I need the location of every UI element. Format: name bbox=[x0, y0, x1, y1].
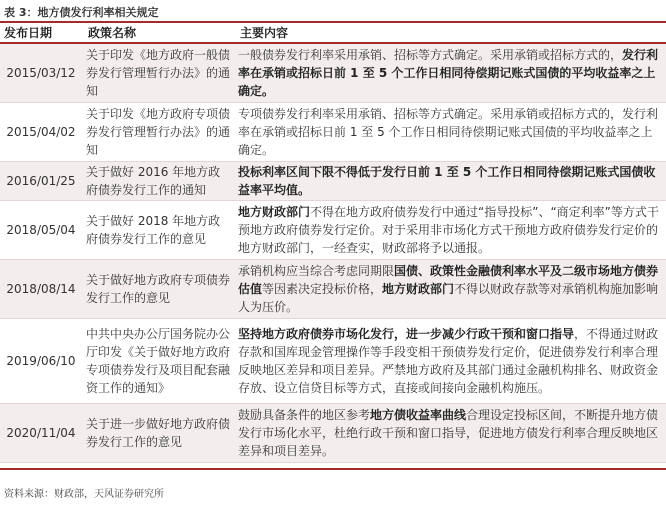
content-text: 一般债券发行利率采用承销、招标等方式确定。采用承销或招标方式的， bbox=[238, 47, 623, 62]
row-date: 2018/08/14 bbox=[0, 259, 82, 318]
table-row bbox=[0, 259, 666, 318]
row-date: 2016/01/25 bbox=[0, 161, 82, 200]
row-date: 2019/06/10 bbox=[0, 318, 82, 403]
content-emphasis: 发行利率在承销或招标日前 1 至 5 个工作日相同待偿期记账式国债的平均收益率之上确定。 bbox=[238, 47, 659, 98]
row-main-content bbox=[234, 43, 666, 102]
table-title: 表 3：地方债发行利率相关规定 bbox=[4, 6, 159, 19]
content-text: 合理设定投标区间，不断提升地方债发行市场化水平，杜绝行政干预和窗口指导，促进地方债发行利率合理反映地区差异和项目差异。 bbox=[238, 407, 659, 458]
row-policy-name: 关于做好地方政府专项债券发行工作的意见 bbox=[82, 259, 234, 318]
content-text: 不得以财政存款等对承销机构施加影响人为压价。 bbox=[238, 281, 659, 314]
bottom-rule bbox=[0, 468, 666, 470]
policy-table bbox=[0, 23, 666, 463]
row-policy-name: 关于做好 2018 年地方政府债券发行工作的意见 bbox=[82, 200, 234, 259]
table-row bbox=[0, 43, 666, 102]
row-main-content bbox=[234, 403, 666, 462]
content-emphasis: 国债、政策性金融债利率水平及二级市场地方债券估值 bbox=[238, 263, 659, 296]
table-row bbox=[0, 200, 666, 259]
row-main-content bbox=[234, 161, 666, 200]
table-row bbox=[0, 318, 666, 403]
content-text: 不得在地方政府债券发行中通过“指导投标”、“商定利率”等方式干预地方政府债券发行定价。对于采用非市场化方式干预地方政府债券发行定价的地方财政部门，一经查实，财政部将予以通报。 bbox=[238, 204, 659, 255]
row-date: 2015/04/02 bbox=[0, 102, 82, 161]
row-date: 2015/03/12 bbox=[0, 43, 82, 102]
row-main-content bbox=[234, 318, 666, 403]
content-text: 专项债券发行利率采用承销、招标等方式确定。采用承销或招标方式的，发行利率在承销或招标日前 1 至 5 个工作日相同待偿期记账式国债的平均收益率之上确定。 bbox=[238, 106, 659, 157]
content-emphasis: 坚持地方政府债券市场化发行，进一步减少行政干预和窗口指导 bbox=[238, 326, 575, 341]
row-main-content bbox=[234, 259, 666, 318]
content-emphasis: 地方财政部门 bbox=[238, 204, 311, 219]
content-text: ，不得通过财政存款和国库现金管理操作等手段变相干预债券发行定价，促进债券发行利率合理反映地区差异和项目差异。严禁地方政府及其部门通过金融机构排名、财政资金存放、设立信贷目标等方式，直接或间接向金融机构施压。 bbox=[238, 326, 659, 395]
source-note: 资料来源：财政部，天风证券研究所 bbox=[4, 489, 164, 500]
row-policy-name: 关于进一步做好地方政府债券发行工作的意见 bbox=[82, 403, 234, 462]
column-header-policy: 政策名称 bbox=[82, 23, 234, 43]
content-text: 鼓励具备条件的地区参考 bbox=[238, 407, 371, 422]
row-date: 2020/11/04 bbox=[0, 403, 82, 462]
row-main-content bbox=[234, 200, 666, 259]
table-row bbox=[0, 403, 666, 462]
table-row bbox=[0, 161, 666, 200]
row-policy-name: 关于印发《地方政府专项债券发行管理暂行办法》的通知 bbox=[82, 102, 234, 161]
table-row bbox=[0, 102, 666, 161]
column-header-content: 主要内容 bbox=[234, 23, 666, 43]
content-emphasis: 地方财政部门 bbox=[382, 281, 455, 296]
content-emphasis: 投标利率区间下限不得低于发行日前 1 至 5 个工作日相同待偿期记账式国债收益率平均值。 bbox=[238, 164, 656, 197]
content-text: 承销机构应当综合考虑同期限 bbox=[238, 263, 395, 278]
table-header-row bbox=[0, 23, 666, 43]
column-header-date: 发布日期 bbox=[0, 23, 82, 43]
content-text: 等因素决定投标价格， bbox=[262, 281, 383, 296]
row-policy-name: 中共中央办公厅国务院办公厅印发《关于做好地方政府专项债券发行及项目配套融资工作的通知》 bbox=[82, 318, 234, 403]
content-emphasis: 地方债收益率曲线 bbox=[370, 407, 467, 422]
row-policy-name: 关于印发《地方政府一般债券发行管理暂行办法》的通知 bbox=[82, 43, 234, 102]
row-date: 2018/05/04 bbox=[0, 200, 82, 259]
row-main-content bbox=[234, 102, 666, 161]
row-policy-name: 关于做好 2016 年地方政府债券发行工作的通知 bbox=[82, 161, 234, 200]
